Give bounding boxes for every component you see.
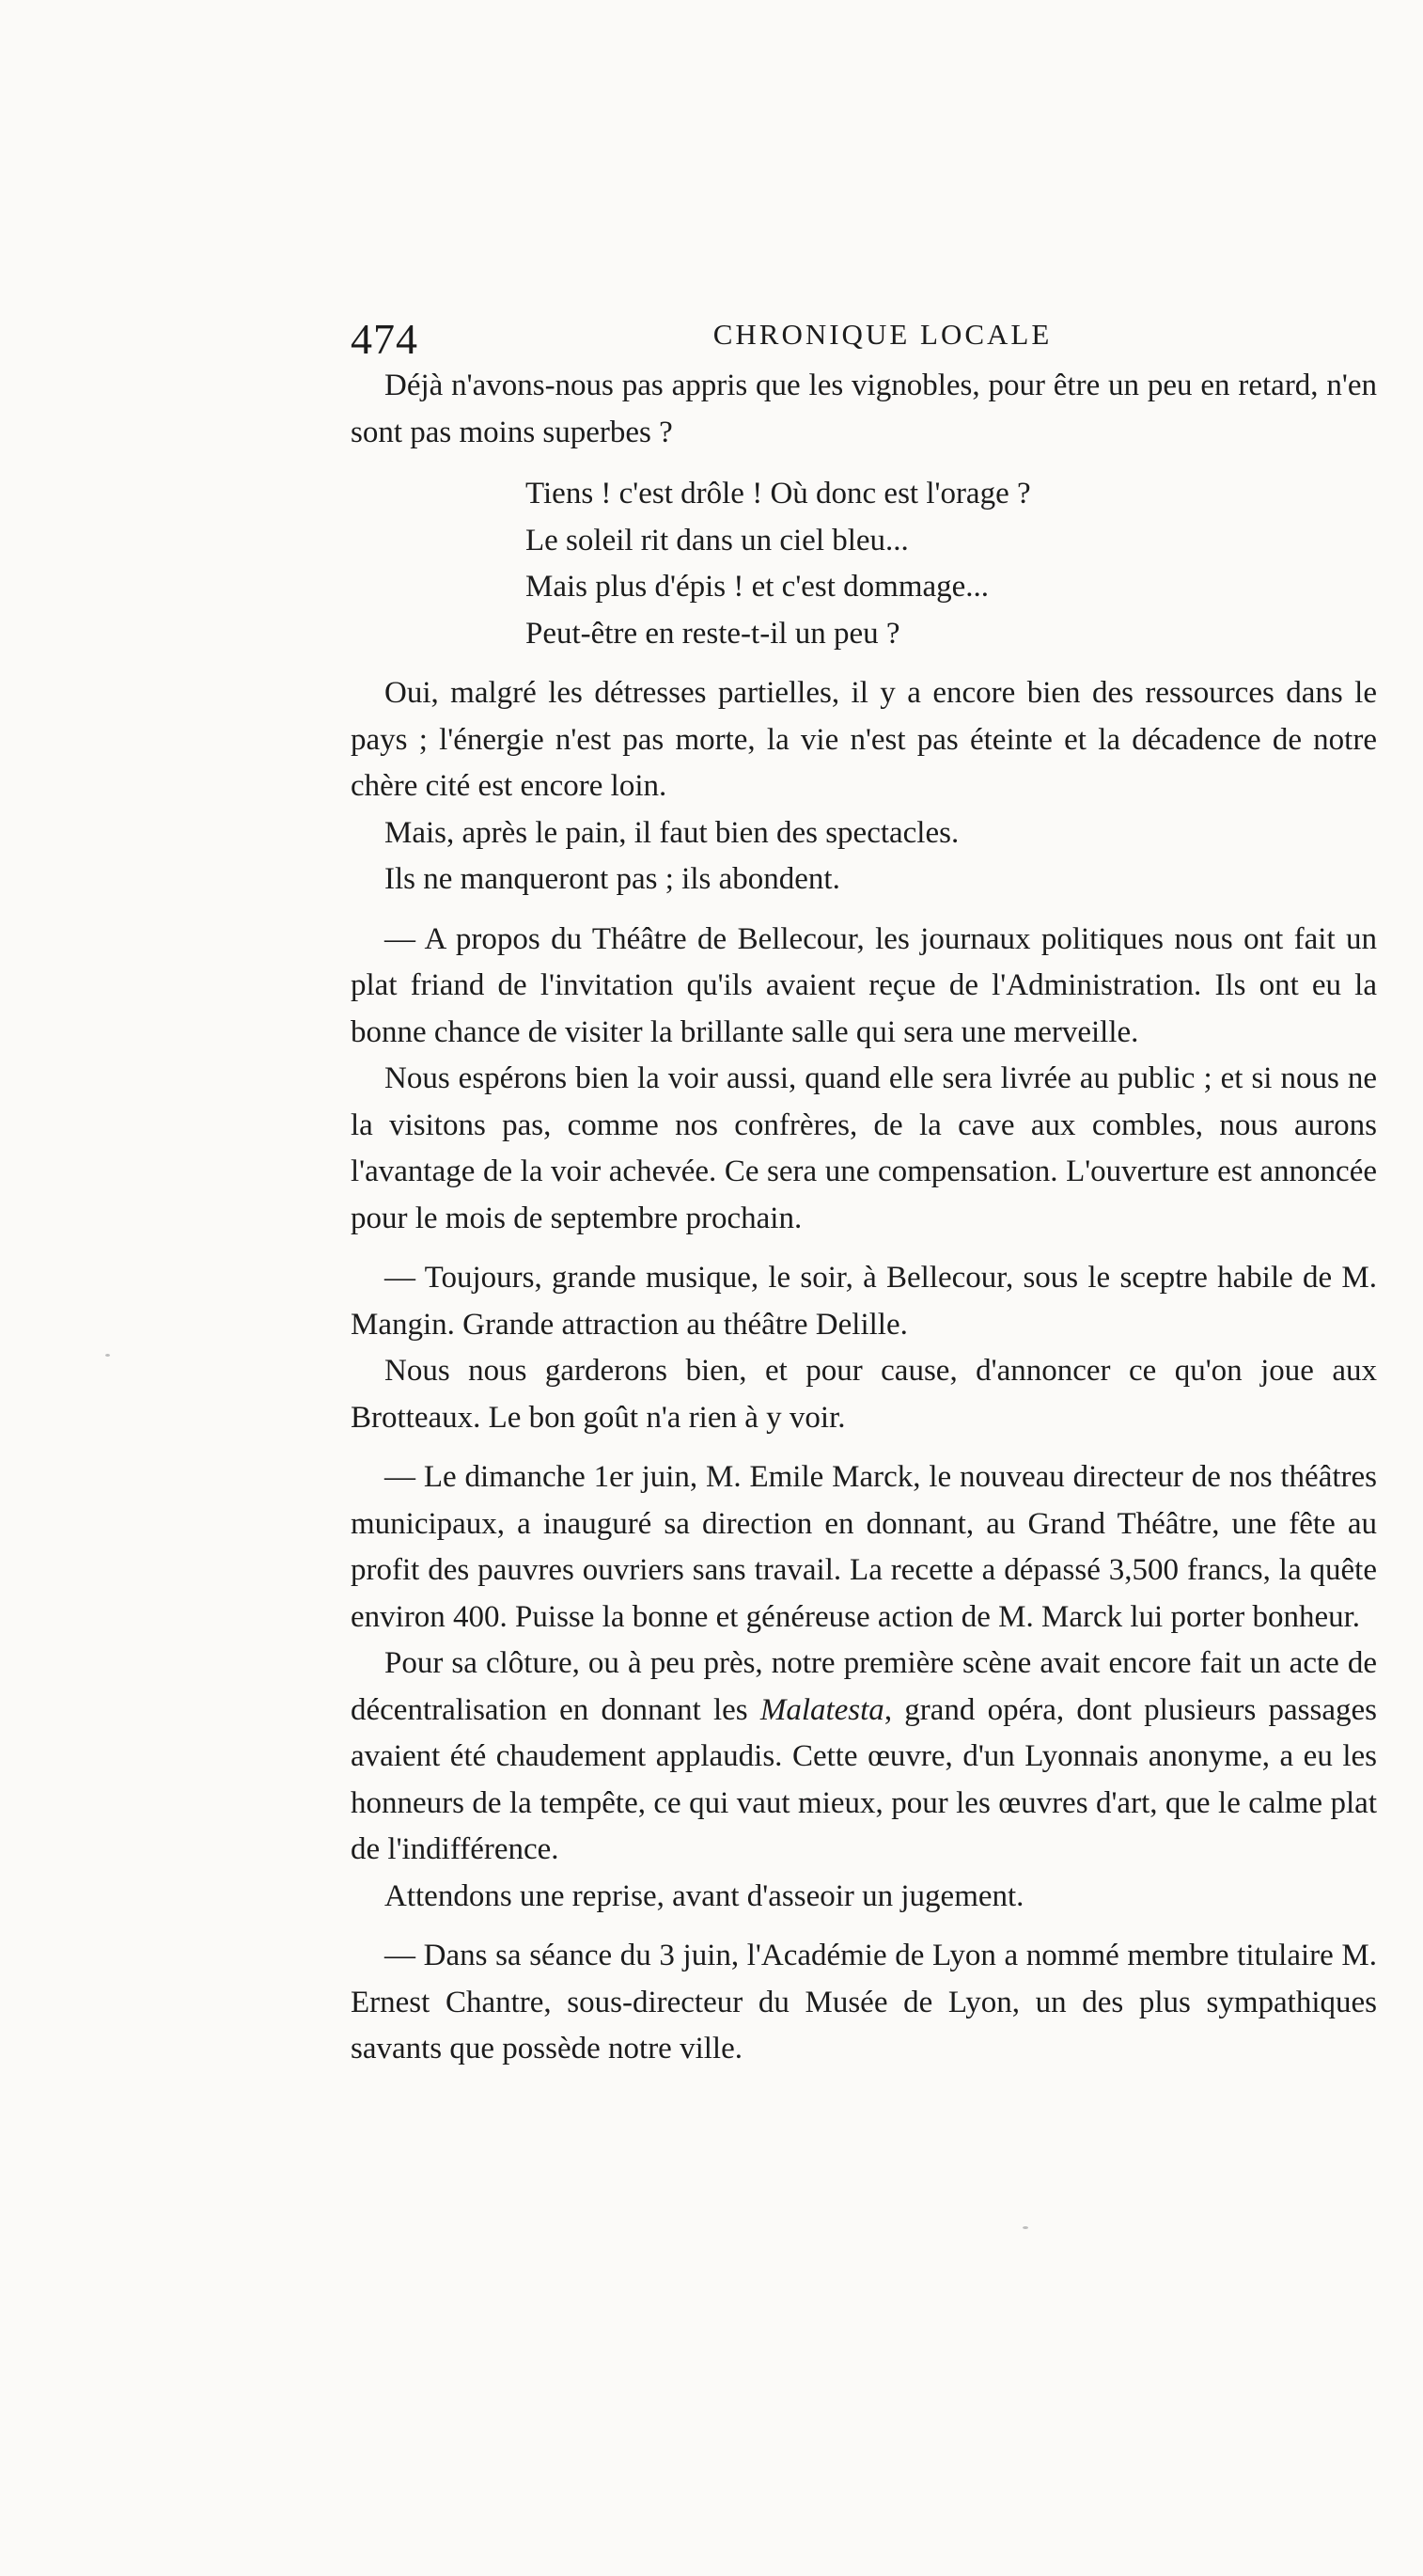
running-head — [351, 310, 1377, 363]
paragraph: Déjà n'avons-nous pas appris que les vignobles, pour être un peu en retard, n'en sont pas moins superbes ? — [351, 369, 1377, 449]
body-text — [351, 363, 1377, 2073]
paragraph: Nous espérons bien la voir aussi, quand elle sera livrée au public ; et si nous ne la visitons pas, comme nos confrères, de la cave aux combles, nous aurons l'avantage de la voir achevée. Ce sera une compensation. L'ouverture est annoncée pour le mois de septembre prochain. — [351, 1061, 1377, 1235]
verse-line: Tiens ! c'est drôle ! Où donc est l'orage ? — [525, 477, 1031, 510]
verse-line: Le soleil rit dans un ciel bleu... — [525, 523, 909, 558]
paragraph: Oui, malgré les détresses partielles, il y a encore bien des ressources dans le pays ; l'énergie n'est pas morte, la vie n'est pas éteinte et la décadence de notre chère cité est encore loin. — [351, 676, 1377, 803]
paragraph: — Dans sa séance du 3 juin, l'Académie de Lyon a nommé membre titulaire M. Ernest Chantre, sous-directeur du Musée de Lyon, un des plus sympathiques savants que possède notre ville. — [351, 1939, 1377, 2066]
paragraph: Attendons une reprise, avant d'asseoir un jugement. — [384, 1878, 1024, 1913]
paragraph: Nous nous garderons bien, et pour cause, d'annoncer ce qu'on joue aux Brotteaux. Le bon goût n'a rien à y voir. — [351, 1354, 1377, 1435]
book-page — [351, 310, 1377, 2073]
paragraph: — Le dimanche 1er juin, M. Emile Marck, le nouveau directeur de nos théâtres municipaux, a inauguré sa direction en donnant, au Grand Théâtre, une fête au profit des pauvres ouvriers sans travail. La recette a dépassé 3,500 francs, la quête environ 400. Puisse la bonne et généreuse action de M. Marck lui porter bonheur. — [351, 1460, 1377, 1634]
paper-speck — [1023, 2226, 1028, 2229]
paragraph: — Toujours, grande musique, le soir, à Bellecour, sous le sceptre habile de M. Mangin. Grande attraction au théâtre Delille. — [351, 1261, 1377, 1342]
paragraph: Ils ne manqueront pas ; ils abondent. — [384, 862, 840, 896]
paragraph-text: , grand opéra, dont plusieurs passages avaient été chaudement applaudis. Cette œuvre, d'un Lyonnais anonyme, a eu les honneurs de la tempête, ce qui vaut mieux, pour les œuvres d'art, que le calme plat de l'indifférence. — [351, 1692, 1378, 1866]
paper-speck — [105, 1354, 110, 1357]
paragraph: Mais, après le pain, il faut bien des spectacles. — [384, 815, 960, 850]
paragraph — [351, 1641, 1377, 1874]
section-title: CHRONIQUE LOCALE — [712, 318, 1053, 351]
verse-line: Peut-être en reste-t-il un peu ? — [525, 616, 900, 651]
paragraph-text: Pour sa clôture, ou à peu près, notre première scène avait encore fait un acte de décentralisation en donnant les — [351, 1646, 1377, 1727]
verse-line: Mais plus d'épis ! et c'est dommage... — [525, 570, 990, 604]
opera-title: Malatesta — [759, 1692, 884, 1727]
paragraph: — A propos du Théâtre de Bellecour, les journaux politiques nous ont fait un plat friand de l'invitation qu'ils avaient reçue de l'Administration. Ils ont eu la bonne chance de visiter la brillante salle qui sera une merveille. — [351, 921, 1377, 1049]
page-number: 474 — [351, 315, 418, 363]
verse-stanza — [525, 471, 1377, 657]
